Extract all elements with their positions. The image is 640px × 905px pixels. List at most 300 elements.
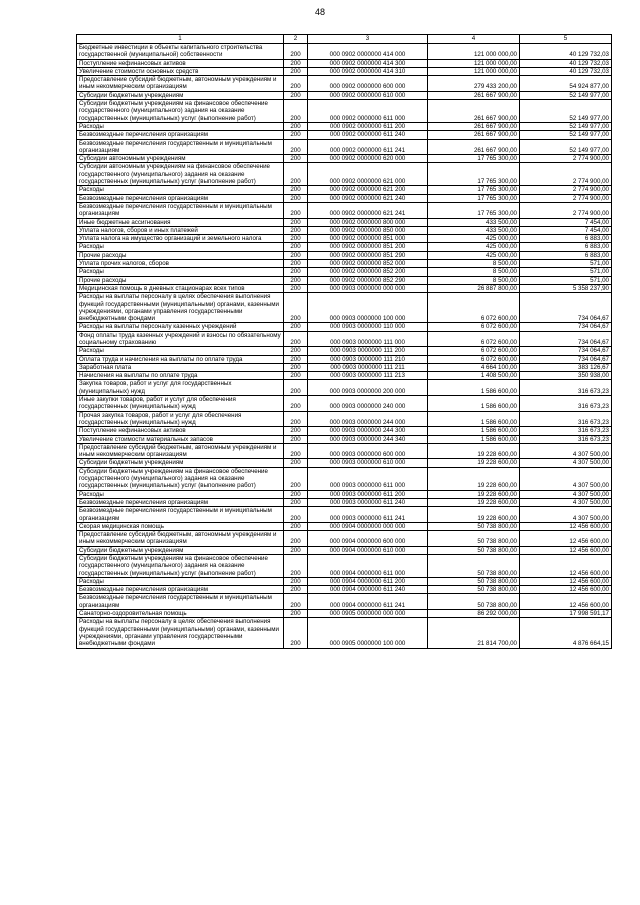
row-admin-code: 200 <box>284 243 308 251</box>
table-row <box>77 243 612 251</box>
row-executed-amount: 316 673,23 <box>520 427 612 435</box>
row-approved-amount: 19 228 600,00 <box>428 507 520 523</box>
row-admin-code: 200 <box>284 355 308 363</box>
row-admin-code: 200 <box>284 260 308 268</box>
row-name: Субсидии автономным учреждениям <box>77 155 284 163</box>
row-executed-amount: 40 129 732,03 <box>520 44 612 60</box>
row-executed-amount: 2 774 900,00 <box>520 194 612 202</box>
row-approved-amount: 19 228 600,00 <box>428 467 520 490</box>
row-name: Субсидии бюджетным учреждениям <box>77 459 284 467</box>
row-executed-amount: 4 307 500,00 <box>520 467 612 490</box>
row-admin-code: 200 <box>284 490 308 498</box>
table-row <box>77 235 612 243</box>
row-admin-code: 200 <box>284 347 308 355</box>
table-row <box>77 59 612 67</box>
row-approved-amount: 50 738 800,00 <box>428 522 520 530</box>
row-admin-code: 200 <box>284 331 308 347</box>
row-approved-amount: 19 228 600,00 <box>428 443 520 459</box>
row-name: Расходы <box>77 122 284 130</box>
row-budget-code: 000 0902 0000000 611 241 <box>308 139 428 155</box>
row-budget-code: 000 0903 0000000 200 000 <box>308 380 428 396</box>
row-budget-code: 000 0902 0000000 414 300 <box>308 59 428 67</box>
row-admin-code: 200 <box>284 507 308 523</box>
row-approved-amount: 433 500,00 <box>428 226 520 234</box>
row-approved-amount: 121 000 000,00 <box>428 59 520 67</box>
row-approved-amount: 1 586 600,00 <box>428 435 520 443</box>
table-row <box>77 260 612 268</box>
row-budget-code: 000 0903 0000000 244 340 <box>308 435 428 443</box>
row-executed-amount: 40 129 732,03 <box>520 59 612 67</box>
row-executed-amount: 2 774 900,00 <box>520 155 612 163</box>
row-executed-amount: 383 126,67 <box>520 363 612 371</box>
row-approved-amount: 425 000,00 <box>428 235 520 243</box>
row-approved-amount: 1 586 600,00 <box>428 396 520 412</box>
row-name: Медицинская помощь в дневных стационарах всех типов <box>77 284 284 292</box>
table-row <box>77 76 612 92</box>
row-name: Уплата налога на имущество организаций и земельного налога <box>77 235 284 243</box>
row-budget-code: 000 0903 0000000 100 000 <box>308 293 428 323</box>
row-budget-code: 000 0903 0000000 600 000 <box>308 443 428 459</box>
row-budget-code: 000 0902 0000000 851 200 <box>308 243 428 251</box>
table-header-row <box>77 35 612 44</box>
table-row <box>77 347 612 355</box>
row-name: Безвозмездные перечисления организациям <box>77 586 284 594</box>
table-row <box>77 276 612 284</box>
row-budget-code: 000 0902 0000000 414 310 <box>308 67 428 75</box>
row-admin-code: 200 <box>284 251 308 259</box>
row-executed-amount: 12 456 600,00 <box>520 555 612 578</box>
row-admin-code: 200 <box>284 396 308 412</box>
row-budget-code: 000 0903 0000000 244 300 <box>308 427 428 435</box>
row-budget-code: 000 0903 0000000 611 200 <box>308 490 428 498</box>
row-approved-amount: 279 433 200,00 <box>428 76 520 92</box>
table-row <box>77 163 612 186</box>
table-row <box>77 100 612 123</box>
table-row <box>77 67 612 75</box>
row-admin-code: 200 <box>284 427 308 435</box>
row-name: Расходы <box>77 243 284 251</box>
row-name: Субсидии бюджетным учреждениям на финансовое обеспечение государственного (муниципального) задания на оказание государственных (муниципальных) услуг (выполнение работ) <box>77 555 284 578</box>
row-executed-amount: 52 149 977,00 <box>520 91 612 99</box>
table-row <box>77 218 612 226</box>
row-name: Субсидии бюджетным учреждениям <box>77 546 284 554</box>
row-name: Расходы <box>77 186 284 194</box>
row-name: Поступление нефинансовых активов <box>77 59 284 67</box>
table-row <box>77 443 612 459</box>
table-row <box>77 268 612 276</box>
row-name: Безвозмездные перечисления государственным и муниципальным организациям <box>77 594 284 610</box>
row-budget-code: 000 0903 0000000 000 000 <box>308 284 428 292</box>
table-row <box>77 507 612 523</box>
row-approved-amount: 261 667 900,00 <box>428 91 520 99</box>
row-name: Расходы на выплаты персоналу в целях обеспечения выполнения функций государственными (муниципальными) органами, казенными учреждениями, органами управления государственными внебюджетными фондами <box>77 618 284 648</box>
row-approved-amount: 17 765 300,00 <box>428 194 520 202</box>
row-executed-amount: 734 064,67 <box>520 323 612 331</box>
row-executed-amount: 571,00 <box>520 260 612 268</box>
row-approved-amount: 50 738 800,00 <box>428 555 520 578</box>
row-budget-code: 000 0902 0000000 852 200 <box>308 268 428 276</box>
row-name: Увеличение стоимости основных средств <box>77 67 284 75</box>
row-approved-amount: 261 667 900,00 <box>428 100 520 123</box>
row-approved-amount: 1 586 600,00 <box>428 427 520 435</box>
row-budget-code: 000 0903 0000000 610 000 <box>308 459 428 467</box>
row-approved-amount: 433 500,00 <box>428 218 520 226</box>
row-approved-amount: 19 228 600,00 <box>428 498 520 506</box>
row-approved-amount: 4 664 100,00 <box>428 363 520 371</box>
table-row <box>77 139 612 155</box>
row-name: Субсидии бюджетным учреждениям на финансовое обеспечение государственного (муниципального) задания на оказание государственных (муниципальных) услуг (выполнение работ) <box>77 100 284 123</box>
row-executed-amount: 316 673,23 <box>520 380 612 396</box>
row-admin-code: 200 <box>284 586 308 594</box>
table-row <box>77 355 612 363</box>
row-name: Расходы <box>77 490 284 498</box>
row-name: Санаторно-оздоровительная помощь <box>77 610 284 618</box>
row-approved-amount: 6 072 600,00 <box>428 331 520 347</box>
row-name: Поступление нефинансовых активов <box>77 427 284 435</box>
page-number: 48 <box>314 7 325 17</box>
row-approved-amount: 50 738 800,00 <box>428 594 520 610</box>
table-row <box>77 380 612 396</box>
table-row <box>77 459 612 467</box>
row-approved-amount: 17 765 300,00 <box>428 163 520 186</box>
row-name: Начисления на выплаты по оплате труда <box>77 372 284 380</box>
row-approved-amount: 261 667 900,00 <box>428 122 520 130</box>
row-executed-amount: 52 149 977,00 <box>520 100 612 123</box>
row-name: Безвозмездные перечисления организациям <box>77 194 284 202</box>
row-budget-code: 000 0902 0000000 621 200 <box>308 186 428 194</box>
row-name: Оплата труда и начисления на выплаты по оплате труда <box>77 355 284 363</box>
row-admin-code: 200 <box>284 284 308 292</box>
column-header: 3 <box>308 35 428 44</box>
row-approved-amount: 6 072 600,00 <box>428 323 520 331</box>
row-approved-amount: 121 000 000,00 <box>428 67 520 75</box>
column-header: 4 <box>428 35 520 44</box>
table-row <box>77 44 612 60</box>
row-name: Расходы <box>77 577 284 585</box>
row-approved-amount: 1 408 500,00 <box>428 372 520 380</box>
row-admin-code: 200 <box>284 435 308 443</box>
row-executed-amount: 4 307 500,00 <box>520 507 612 523</box>
row-admin-code: 200 <box>284 100 308 123</box>
row-budget-code: 000 0902 0000000 610 000 <box>308 91 428 99</box>
table-row <box>77 202 612 218</box>
row-budget-code: 000 0903 0000000 110 000 <box>308 323 428 331</box>
row-name: Закупка товаров, работ и услуг для государственных (муниципальных) нужд <box>77 380 284 396</box>
row-name: Прочие расходы <box>77 276 284 284</box>
row-budget-code: 000 0902 0000000 611 240 <box>308 131 428 139</box>
row-budget-code: 000 0904 0000000 611 000 <box>308 555 428 578</box>
table-row <box>77 91 612 99</box>
table-row <box>77 546 612 554</box>
table-row <box>77 618 612 648</box>
row-name: Расходы на выплаты персоналу в целях обеспечения выполнения функций государственными (муниципальными) органами, казенными учреждениями, органами управления государственными внебюджетными фондами <box>77 293 284 323</box>
row-budget-code: 000 0902 0000000 620 000 <box>308 155 428 163</box>
row-admin-code: 200 <box>284 323 308 331</box>
row-admin-code: 200 <box>284 459 308 467</box>
row-name: Расходы на выплаты персоналу казенных учреждений <box>77 323 284 331</box>
row-executed-amount: 12 456 600,00 <box>520 594 612 610</box>
row-approved-amount: 19 228 600,00 <box>428 490 520 498</box>
row-executed-amount: 316 673,23 <box>520 435 612 443</box>
row-admin-code: 200 <box>284 594 308 610</box>
row-executed-amount: 6 883,00 <box>520 243 612 251</box>
row-budget-code: 000 0902 0000000 851 000 <box>308 235 428 243</box>
row-budget-code: 000 0902 0000000 600 000 <box>308 76 428 92</box>
table-row <box>77 610 612 618</box>
row-admin-code: 200 <box>284 522 308 530</box>
table-row <box>77 594 612 610</box>
table-row <box>77 372 612 380</box>
row-executed-amount: 17 998 591,17 <box>520 610 612 618</box>
row-budget-code: 000 0904 0000000 611 240 <box>308 586 428 594</box>
row-admin-code: 200 <box>284 194 308 202</box>
row-executed-amount: 350 938,00 <box>520 372 612 380</box>
row-name: Увеличение стоимости материальных запасов <box>77 435 284 443</box>
row-executed-amount: 7 454,00 <box>520 226 612 234</box>
table-row <box>77 467 612 490</box>
row-budget-code: 000 0903 0000000 611 000 <box>308 467 428 490</box>
row-admin-code: 200 <box>284 577 308 585</box>
row-admin-code: 200 <box>284 363 308 371</box>
row-approved-amount: 1 586 600,00 <box>428 411 520 427</box>
row-executed-amount: 12 456 600,00 <box>520 546 612 554</box>
row-executed-amount: 54 924 877,00 <box>520 76 612 92</box>
row-approved-amount: 26 887 800,00 <box>428 284 520 292</box>
row-budget-code: 000 0904 0000000 600 000 <box>308 531 428 547</box>
row-approved-amount: 50 738 800,00 <box>428 531 520 547</box>
row-budget-code: 000 0903 0000000 111 213 <box>308 372 428 380</box>
row-budget-code: 000 0902 0000000 611 200 <box>308 122 428 130</box>
column-header: 5 <box>520 35 612 44</box>
row-name: Безвозмездные перечисления государственным и муниципальным организациям <box>77 507 284 523</box>
row-approved-amount: 19 228 600,00 <box>428 459 520 467</box>
column-header: 1 <box>77 35 284 44</box>
row-budget-code: 000 0905 0000000 000 000 <box>308 610 428 618</box>
row-name: Уплата прочих налогов, сборов <box>77 260 284 268</box>
row-approved-amount: 6 072 600,00 <box>428 347 520 355</box>
row-executed-amount: 12 456 600,00 <box>520 522 612 530</box>
row-executed-amount: 734 064,67 <box>520 355 612 363</box>
row-name: Скорая медицинская помощь <box>77 522 284 530</box>
row-approved-amount: 261 667 900,00 <box>428 131 520 139</box>
row-name: Субсидии бюджетным учреждениям на финансовое обеспечение государственного (муниципального) задания на оказание государственных (муниципальных) услуг (выполнение работ) <box>77 467 284 490</box>
table-row <box>77 427 612 435</box>
row-budget-code: 000 0903 0000000 111 210 <box>308 355 428 363</box>
table-row <box>77 531 612 547</box>
row-admin-code: 200 <box>284 411 308 427</box>
table-row <box>77 555 612 578</box>
row-admin-code: 200 <box>284 467 308 490</box>
table-row <box>77 251 612 259</box>
table-row <box>77 522 612 530</box>
row-name: Прочие расходы <box>77 251 284 259</box>
row-budget-code: 000 0903 0000000 111 200 <box>308 347 428 355</box>
row-name: Иные закупки товаров, работ и услуг для обеспечения государственных (муниципальных) нужд <box>77 396 284 412</box>
table-row <box>77 577 612 585</box>
table-row <box>77 226 612 234</box>
row-approved-amount: 21 814 700,00 <box>428 618 520 648</box>
row-executed-amount: 2 774 900,00 <box>520 163 612 186</box>
row-budget-code: 000 0902 0000000 611 000 <box>308 100 428 123</box>
row-executed-amount: 12 456 600,00 <box>520 577 612 585</box>
row-budget-code: 000 0904 0000000 611 241 <box>308 594 428 610</box>
row-admin-code: 200 <box>284 139 308 155</box>
row-executed-amount: 734 064,67 <box>520 331 612 347</box>
row-executed-amount: 52 149 977,00 <box>520 122 612 130</box>
row-admin-code: 200 <box>284 268 308 276</box>
table-row <box>77 323 612 331</box>
row-executed-amount: 571,00 <box>520 268 612 276</box>
table-row <box>77 411 612 427</box>
row-budget-code: 000 0903 0000000 111 000 <box>308 331 428 347</box>
row-executed-amount: 4 307 500,00 <box>520 459 612 467</box>
row-budget-code: 000 0904 0000000 611 200 <box>308 577 428 585</box>
table-row <box>77 331 612 347</box>
row-budget-code: 000 0902 0000000 852 290 <box>308 276 428 284</box>
row-budget-code: 000 0903 0000000 240 000 <box>308 396 428 412</box>
row-budget-code: 000 0903 0000000 611 241 <box>308 507 428 523</box>
row-admin-code: 200 <box>284 202 308 218</box>
row-admin-code: 200 <box>284 155 308 163</box>
table-row <box>77 435 612 443</box>
row-name: Безвозмездные перечисления организациям <box>77 131 284 139</box>
row-budget-code: 000 0902 0000000 851 290 <box>308 251 428 259</box>
row-executed-amount: 52 149 977,00 <box>520 139 612 155</box>
row-admin-code: 200 <box>284 443 308 459</box>
row-executed-amount: 4 307 500,00 <box>520 498 612 506</box>
table-row <box>77 586 612 594</box>
row-admin-code: 200 <box>284 218 308 226</box>
row-approved-amount: 50 738 800,00 <box>428 546 520 554</box>
row-name: Предоставление субсидий бюджетным, автономным учреждениям и иным некоммерческим организациям <box>77 76 284 92</box>
row-admin-code: 200 <box>284 59 308 67</box>
row-name: Субсидии автономным учреждениям на финансовое обеспечение государственного (муниципального) задания на оказание государственных (муниципальных) услуг (выполнение работ) <box>77 163 284 186</box>
row-executed-amount: 316 673,23 <box>520 396 612 412</box>
row-executed-amount: 6 883,00 <box>520 251 612 259</box>
row-executed-amount: 4 307 500,00 <box>520 490 612 498</box>
row-budget-code: 000 0902 0000000 852 000 <box>308 260 428 268</box>
row-name: Расходы <box>77 347 284 355</box>
row-admin-code: 200 <box>284 498 308 506</box>
row-approved-amount: 6 072 600,00 <box>428 293 520 323</box>
row-admin-code: 200 <box>284 546 308 554</box>
row-name: Предоставление субсидий бюджетным, автономным учреждениям и иным некоммерческим организациям <box>77 531 284 547</box>
row-admin-code: 200 <box>284 67 308 75</box>
row-executed-amount: 2 774 900,00 <box>520 186 612 194</box>
row-executed-amount: 2 774 900,00 <box>520 202 612 218</box>
row-name: Безвозмездные перечисления государственным и муниципальным организациям <box>77 139 284 155</box>
row-budget-code: 000 0902 0000000 850 000 <box>308 226 428 234</box>
row-executed-amount: 12 456 600,00 <box>520 531 612 547</box>
row-name: Прочая закупка товаров, работ и услуг для обеспечения государственных (муниципальных) нужд <box>77 411 284 427</box>
row-admin-code: 200 <box>284 131 308 139</box>
row-admin-code: 200 <box>284 293 308 323</box>
row-budget-code: 000 0903 0000000 611 240 <box>308 498 428 506</box>
row-budget-code: 000 0903 0000000 111 211 <box>308 363 428 371</box>
table-row <box>77 284 612 292</box>
row-approved-amount: 261 667 900,00 <box>428 139 520 155</box>
row-admin-code: 200 <box>284 618 308 648</box>
row-executed-amount: 5 358 237,90 <box>520 284 612 292</box>
row-approved-amount: 425 000,00 <box>428 243 520 251</box>
table-row <box>77 293 612 323</box>
table-row <box>77 396 612 412</box>
row-approved-amount: 50 738 800,00 <box>428 577 520 585</box>
table-row <box>77 490 612 498</box>
row-approved-amount: 121 000 000,00 <box>428 44 520 60</box>
row-budget-code: 000 0902 0000000 414 000 <box>308 44 428 60</box>
row-admin-code: 200 <box>284 235 308 243</box>
table-row <box>77 498 612 506</box>
row-executed-amount: 4 876 664,15 <box>520 618 612 648</box>
row-admin-code: 200 <box>284 380 308 396</box>
table-row <box>77 186 612 194</box>
row-approved-amount: 8 500,00 <box>428 276 520 284</box>
row-budget-code: 000 0904 0000000 610 000 <box>308 546 428 554</box>
row-budget-code: 000 0905 0000000 100 000 <box>308 618 428 648</box>
column-header: 2 <box>284 35 308 44</box>
row-approved-amount: 17 765 300,00 <box>428 155 520 163</box>
row-executed-amount: 40 129 732,03 <box>520 67 612 75</box>
row-name: Предоставление субсидий бюджетным, автономным учреждениям и иным некоммерческим организациям <box>77 443 284 459</box>
row-name: Безвозмездные перечисления организациям <box>77 498 284 506</box>
row-name: Бюджетные инвестиции в объекты капитального строительства государственной (муниципальной) собственности <box>77 44 284 60</box>
row-executed-amount: 6 883,00 <box>520 235 612 243</box>
table-row <box>77 131 612 139</box>
row-budget-code: 000 0902 0000000 621 241 <box>308 202 428 218</box>
row-admin-code: 200 <box>284 555 308 578</box>
row-budget-code: 000 0903 0000000 244 000 <box>308 411 428 427</box>
row-budget-code: 000 0902 0000000 621 240 <box>308 194 428 202</box>
row-name: Уплата налогов, сборов и иных платежей <box>77 226 284 234</box>
row-admin-code: 200 <box>284 76 308 92</box>
table-row <box>77 363 612 371</box>
row-admin-code: 200 <box>284 276 308 284</box>
row-budget-code: 000 0902 0000000 621 000 <box>308 163 428 186</box>
row-approved-amount: 86 292 000,00 <box>428 610 520 618</box>
row-approved-amount: 1 586 600,00 <box>428 380 520 396</box>
row-admin-code: 200 <box>284 44 308 60</box>
row-approved-amount: 8 500,00 <box>428 260 520 268</box>
row-approved-amount: 425 000,00 <box>428 251 520 259</box>
row-budget-code: 000 0904 0000000 000 000 <box>308 522 428 530</box>
row-admin-code: 200 <box>284 226 308 234</box>
row-name: Фонд оплаты труда казенных учреждений и взносы по обязательному социальному страхованию <box>77 331 284 347</box>
row-name: Иные бюджетные ассигнования <box>77 218 284 226</box>
row-admin-code: 200 <box>284 531 308 547</box>
row-admin-code: 200 <box>284 163 308 186</box>
row-executed-amount: 7 454,00 <box>520 218 612 226</box>
row-executed-amount: 571,00 <box>520 276 612 284</box>
row-executed-amount: 4 307 500,00 <box>520 443 612 459</box>
table-row <box>77 155 612 163</box>
row-admin-code: 200 <box>284 186 308 194</box>
table-row <box>77 194 612 202</box>
row-executed-amount: 734 064,67 <box>520 293 612 323</box>
row-approved-amount: 8 500,00 <box>428 268 520 276</box>
row-name: Безвозмездные перечисления государственным и муниципальным организациям <box>77 202 284 218</box>
row-approved-amount: 17 765 300,00 <box>428 186 520 194</box>
row-executed-amount: 734 064,67 <box>520 347 612 355</box>
row-admin-code: 200 <box>284 610 308 618</box>
row-executed-amount: 52 149 977,00 <box>520 131 612 139</box>
row-name: Субсидии бюджетным учреждениям <box>77 91 284 99</box>
row-name: Заработная плата <box>77 363 284 371</box>
row-approved-amount: 50 738 800,00 <box>428 586 520 594</box>
row-approved-amount: 17 765 300,00 <box>428 202 520 218</box>
row-executed-amount: 316 673,23 <box>520 411 612 427</box>
row-approved-amount: 6 072 600,00 <box>428 355 520 363</box>
